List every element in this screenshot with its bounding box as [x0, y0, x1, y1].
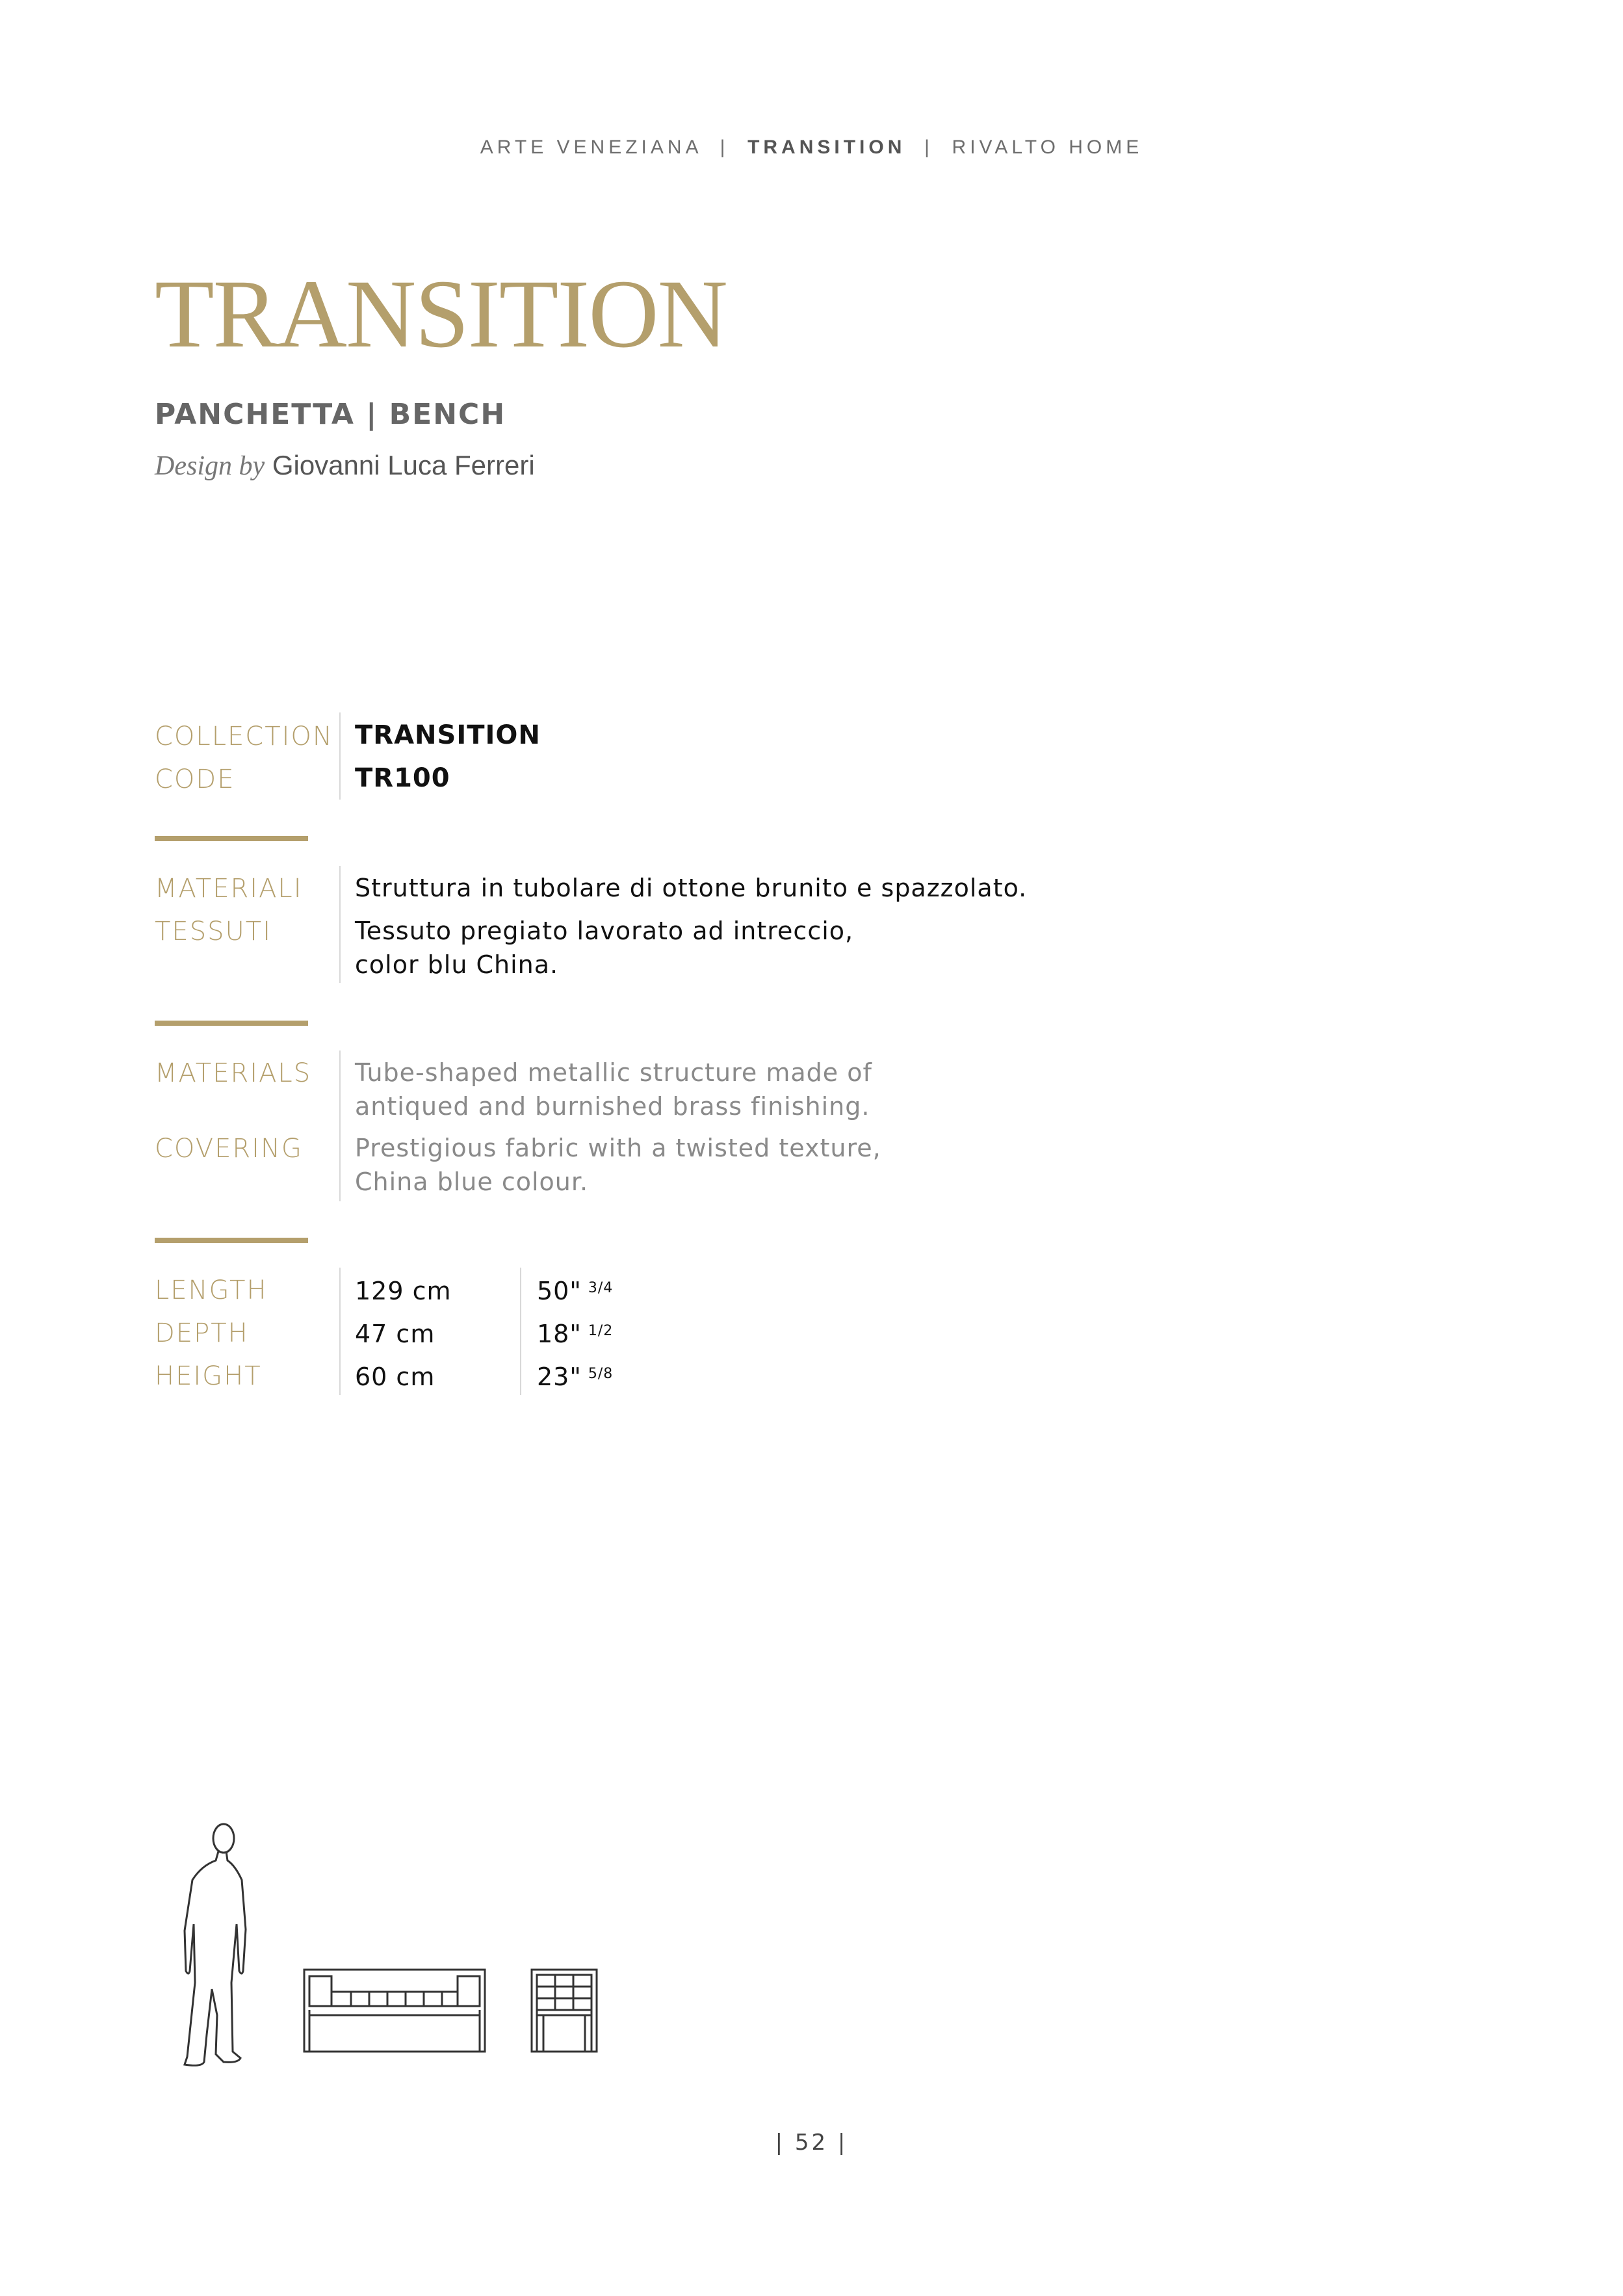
code-value: TR100	[355, 763, 450, 793]
designer-name: Giovanni Luca Ferreri	[272, 450, 535, 480]
materials-value-line1: Tube-shaped metallic structure made of	[355, 1058, 872, 1087]
length-inch-value: 50"	[537, 1277, 582, 1305]
tessuti-value-line1: Tessuto pregiato lavorato ad intreccio,	[355, 917, 854, 945]
depth-label: DEPTH	[155, 1318, 249, 1348]
collection-value: TRANSITION	[355, 720, 541, 750]
covering-value-line2: China blue colour.	[355, 1168, 589, 1196]
header-right: RIVALTO HOME	[952, 137, 1143, 158]
materiali-value: Struttura in tubolare di ottone brunito e spazzolato.	[355, 874, 1028, 902]
bench-side-icon	[532, 1970, 597, 2052]
height-inch	[537, 1360, 613, 1394]
product-subtitle: PANCHETTA | BENCH	[155, 398, 506, 431]
depth-inch-fraction: 1/2	[588, 1323, 614, 1339]
divider	[339, 866, 341, 983]
designer-credit	[155, 450, 535, 482]
divider	[339, 712, 341, 800]
bench-front-icon	[304, 1970, 485, 2052]
header-separator: |	[924, 137, 933, 158]
depth-inch-value: 18"	[537, 1320, 582, 1348]
collection-label: COLLECTION	[155, 722, 333, 751]
covering-value-line1: Prestigious fabric with a twisted texture,	[355, 1134, 881, 1162]
gold-divider	[155, 1021, 308, 1026]
code-label: CODE	[155, 764, 235, 794]
divider	[520, 1268, 521, 1395]
tessuti-value-line2: color blu China.	[355, 950, 559, 979]
header-center: TRANSITION	[747, 137, 906, 158]
page-header	[0, 137, 1623, 159]
height-label: HEIGHT	[155, 1361, 262, 1391]
depth-cm: 47 cm	[355, 1320, 435, 1348]
height-inch-fraction: 5/8	[588, 1366, 614, 1382]
tessuti-label: TESSUTI	[155, 917, 272, 946]
height-cm: 60 cm	[355, 1363, 435, 1391]
gold-divider	[155, 836, 308, 841]
gold-divider	[155, 1238, 308, 1243]
header-separator: |	[720, 137, 729, 158]
depth-inch	[537, 1317, 613, 1351]
design-by-prefix: Design by	[155, 451, 265, 481]
scale-drawing	[175, 1820, 617, 2080]
materials-label: MATERIALS	[155, 1058, 312, 1088]
length-cm: 129 cm	[355, 1277, 452, 1305]
header-left: ARTE VENEZIANA	[480, 137, 701, 158]
divider	[339, 1268, 341, 1395]
length-inch	[537, 1274, 613, 1308]
materials-value-line2: antiqued and burnished brass finishing.	[355, 1092, 870, 1121]
length-label: LENGTH	[155, 1275, 268, 1305]
human-silhouette-icon	[185, 1824, 246, 2065]
page-number: | 52 |	[775, 2130, 848, 2156]
length-inch-fraction: 3/4	[588, 1280, 614, 1296]
covering-label: COVERING	[155, 1134, 303, 1164]
height-inch-value: 23"	[537, 1363, 582, 1391]
divider	[339, 1050, 341, 1201]
product-title: TRANSITION	[155, 260, 727, 368]
materiali-label: MATERIALI	[155, 874, 303, 904]
